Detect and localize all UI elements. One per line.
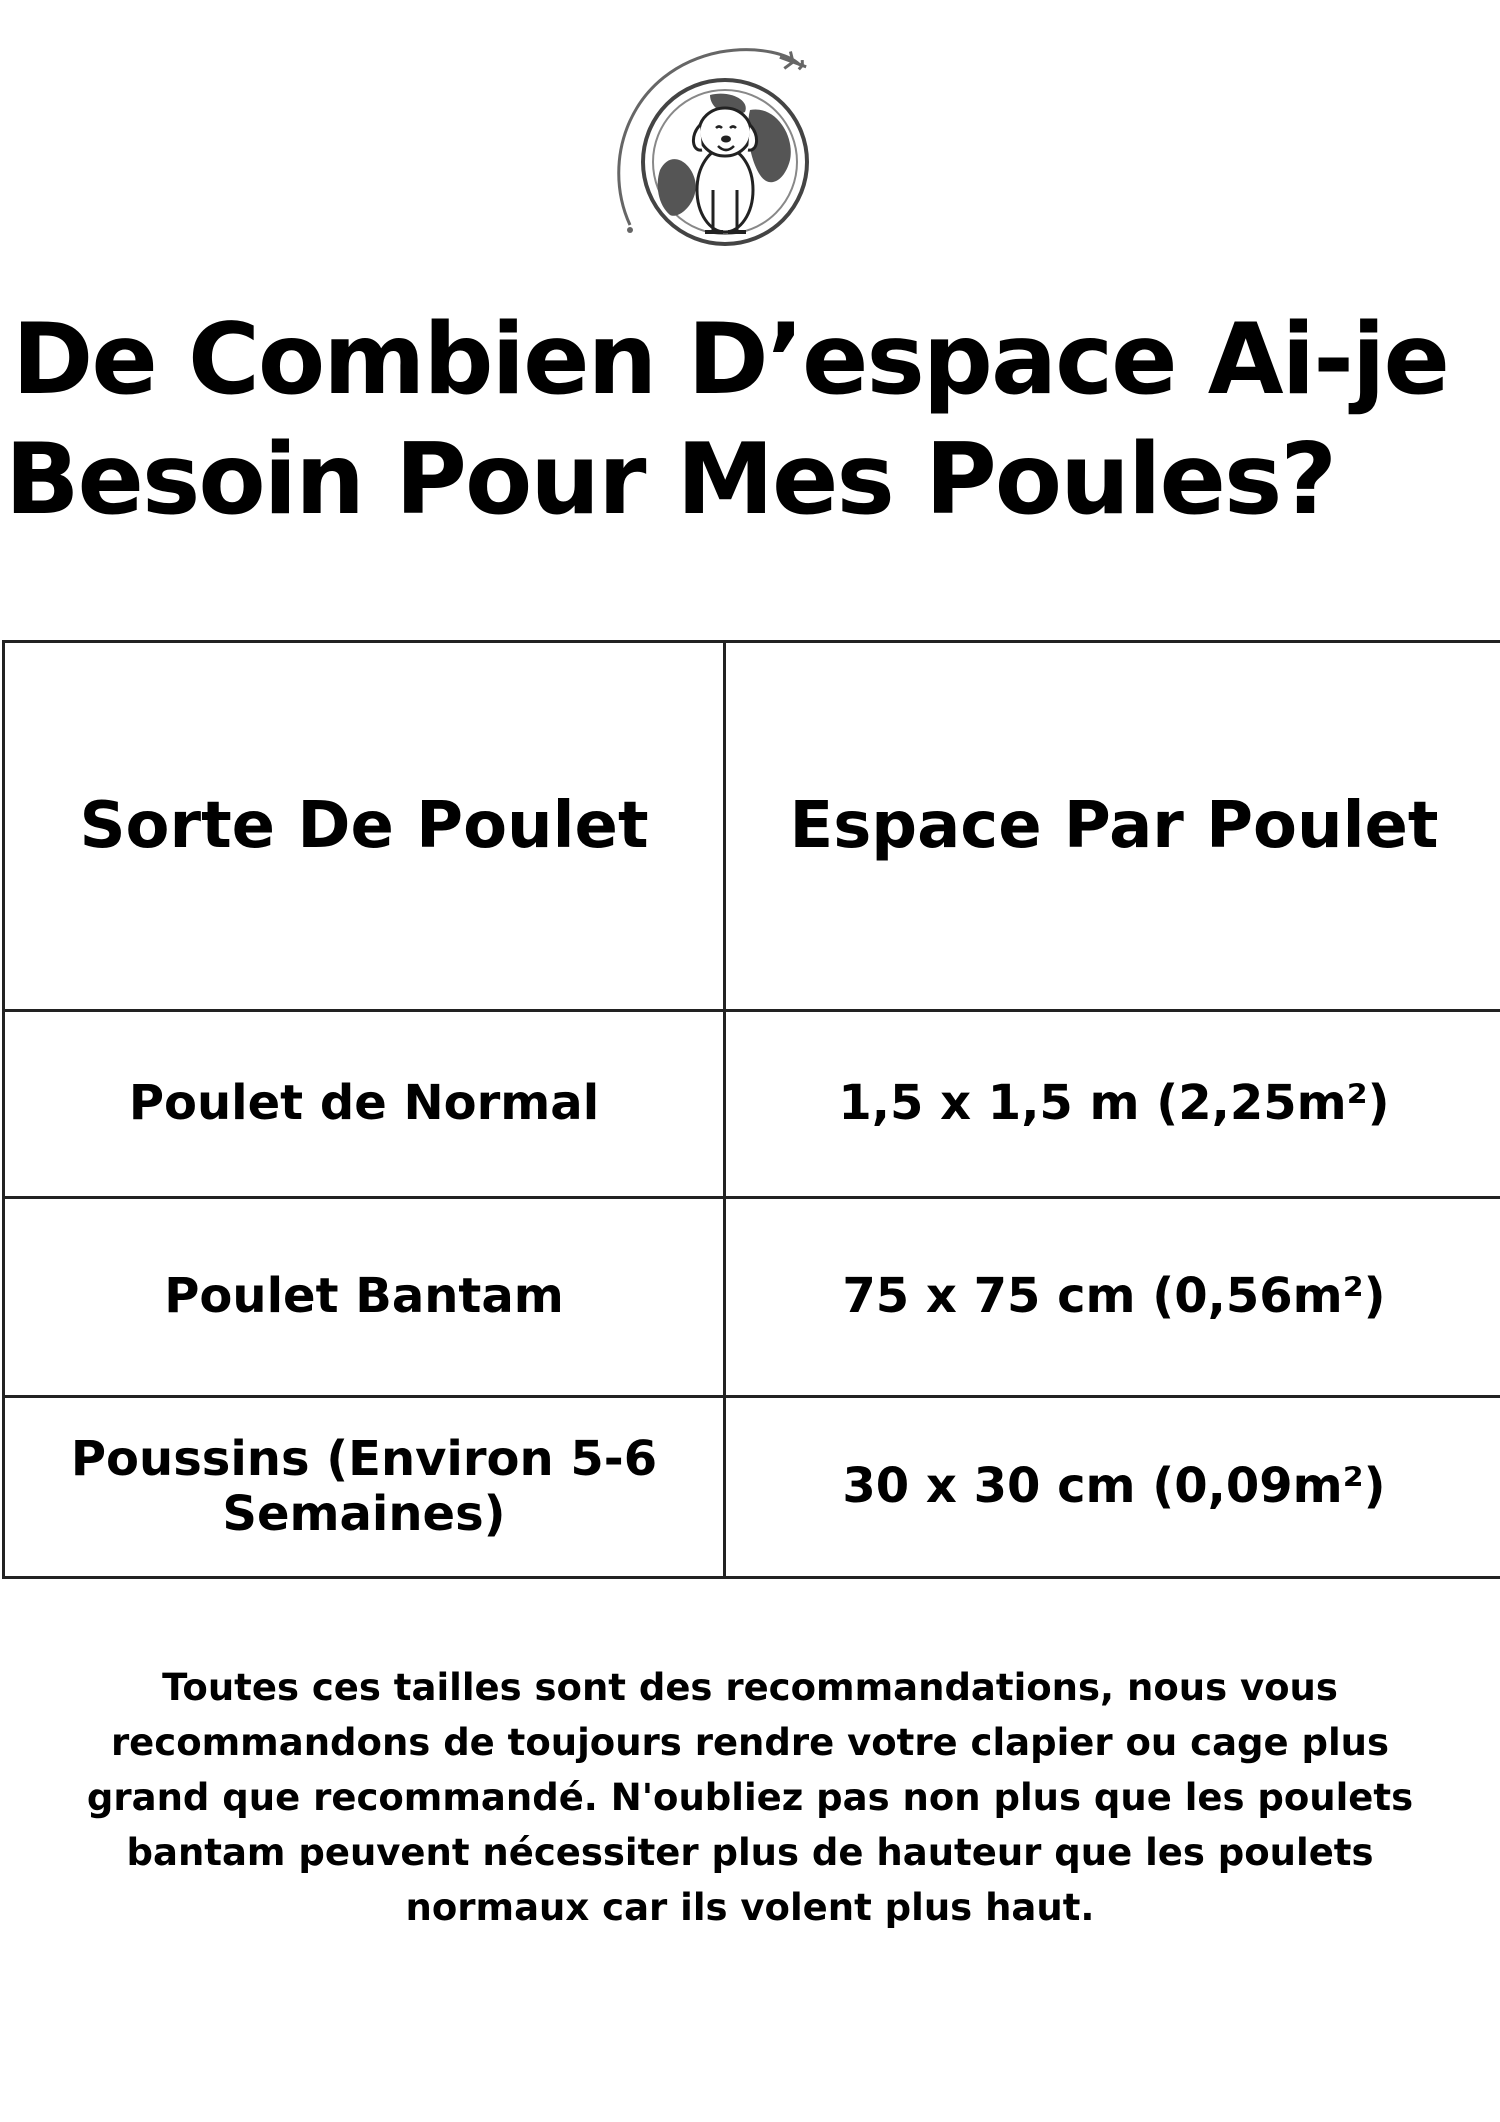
cell-space: 1,5 x 1,5 m (2,25m²) xyxy=(725,1011,1500,1198)
dog-globe-logo-icon xyxy=(610,40,820,250)
table-row xyxy=(4,1397,1500,1578)
title-line-1: De Combien D’espace Ai-je xyxy=(12,303,1448,417)
space-table xyxy=(2,640,1500,1579)
table-row xyxy=(4,1198,1500,1397)
title-line-2: Besoin Pour Mes Poules? xyxy=(4,423,1336,537)
cell-space: 30 x 30 cm (0,09m²) xyxy=(725,1397,1500,1578)
footnote: Toutes ces tailles sont des recommandations, nous vous recommandons de toujours rendre votre clapier ou cage plus grand que recommandé. N'oubliez pas non plus que les poulets bantam peuvent nécessiter plus de hauteur que les poulets normaux car ils volent plus haut. xyxy=(86,1666,1414,1929)
column-header-type: Sorte De Poulet xyxy=(4,642,725,1011)
cell-chicken-type: Poulet Bantam xyxy=(4,1198,725,1397)
cell-space: 75 x 75 cm (0,56m²) xyxy=(725,1198,1500,1397)
table-header-row xyxy=(4,642,1500,1011)
cell-chicken-type: Poulet de Normal xyxy=(4,1011,725,1198)
column-header-space: Espace Par Poulet xyxy=(725,642,1500,1011)
page-title xyxy=(0,300,1500,540)
cell-chicken-type: Poussins (Environ 5-6 Semaines) xyxy=(4,1397,725,1578)
table-row xyxy=(4,1011,1500,1198)
